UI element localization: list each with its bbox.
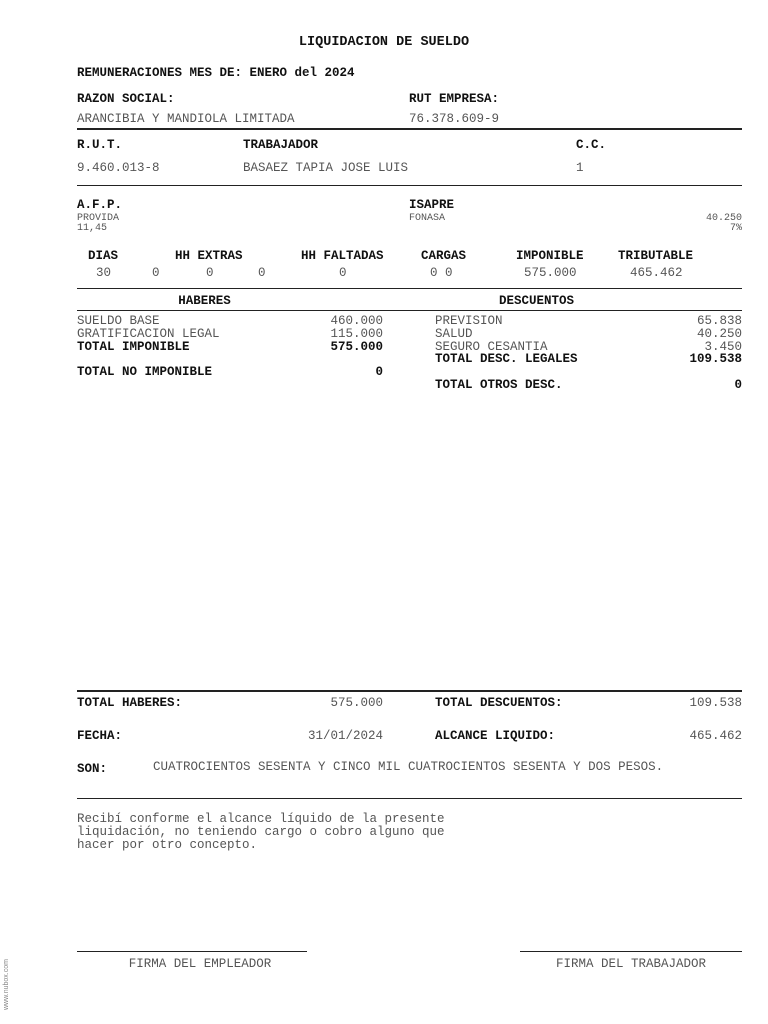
receipt-line: Recibí conforme el alcance líquido de la presente — [77, 812, 445, 826]
descuento-value: 40.250 — [696, 327, 742, 341]
document-title: LIQUIDACION DE SUELDO — [298, 35, 470, 50]
haber-label: GRATIFICACION LEGAL — [77, 327, 220, 341]
haber-label: SUELDO BASE — [77, 314, 160, 328]
total-desc-legales-label: TOTAL DESC. LEGALES — [435, 352, 578, 366]
counter-value: 0 — [206, 266, 214, 280]
counter-value: 0 — [152, 266, 160, 280]
razon-social-label: RAZON SOCIAL: — [77, 92, 175, 106]
cc-label: C.C. — [576, 138, 607, 152]
cargas-label: CARGAS — [421, 249, 467, 263]
cc-value: 1 — [576, 161, 584, 175]
imponible-value: 575.000 — [524, 266, 577, 280]
fecha-value: 31/01/2024 — [307, 729, 383, 743]
employer-signature-label: FIRMA DEL EMPLEADOR — [128, 957, 272, 971]
total-haberes-value: 575.000 — [330, 696, 383, 710]
descuento-label: PREVISION — [435, 314, 503, 328]
descuentos-header: DESCUENTOS — [498, 294, 574, 308]
haber-value: 460.000 — [330, 314, 383, 328]
trabajador-label: TRABAJADOR — [243, 138, 319, 152]
afp-label: A.F.P. — [77, 198, 123, 212]
descuento-value: 3.450 — [704, 340, 742, 354]
rut-value: 9.460.013-8 — [77, 161, 160, 175]
total-haberes-label: TOTAL HABERES: — [77, 696, 183, 710]
trabajador-value: BASAEZ TAPIA JOSE LUIS — [243, 161, 409, 175]
divider — [77, 798, 742, 799]
divider — [77, 128, 742, 130]
dias-value: 30 — [96, 266, 112, 280]
worker-signature-line — [520, 951, 742, 952]
afp-name: PROVIDA — [77, 213, 120, 224]
son-value: CUATROCIENTOS SESENTA Y CINCO MIL CUATROCIENTOS SESENTA Y DOS PESOS. — [153, 760, 664, 774]
descuento-label: SEGURO CESANTIA — [435, 340, 548, 354]
imponible-label: IMPONIBLE — [516, 249, 584, 263]
alcance-liquido-value: 465.462 — [689, 729, 742, 743]
cargas-value: 0 0 — [430, 266, 453, 280]
tributable-value: 465.462 — [630, 266, 683, 280]
tributable-label: TRIBUTABLE — [618, 249, 694, 263]
total-otros-desc-value: 0 — [734, 378, 742, 392]
rut-empresa-label: RUT EMPRESA: — [409, 92, 500, 106]
watermark: www.nubox.com — [3, 959, 10, 1010]
counter-value: 0 — [258, 266, 266, 280]
total-descuentos-label: TOTAL DESCUENTOS: — [435, 696, 563, 710]
hh-faltadas-label: HH FALTADAS — [301, 249, 384, 263]
divider — [77, 288, 742, 289]
hh-extras-label: HH EXTRAS — [175, 249, 243, 263]
isapre-rate: 7% — [729, 223, 742, 234]
alcance-liquido-label: ALCANCE LIQUIDO: — [435, 729, 556, 743]
divider — [77, 185, 742, 186]
total-otros-desc-label: TOTAL OTROS DESC. — [435, 378, 563, 392]
total-no-imponible-value: 0 — [375, 365, 383, 379]
hh-faltadas-value: 0 — [339, 266, 347, 280]
divider — [77, 690, 742, 692]
total-descuentos-value: 109.538 — [689, 696, 742, 710]
razon-social-value: ARANCIBIA Y MANDIOLA LIMITADA — [77, 112, 295, 126]
son-label: SON: — [77, 762, 108, 776]
isapre-name: FONASA — [409, 213, 446, 224]
isapre-amount: 40.250 — [705, 213, 742, 224]
period-label: REMUNERACIONES MES DE: ENERO del 2024 — [77, 66, 355, 80]
total-imponible-label: TOTAL IMPONIBLE — [77, 340, 190, 354]
receipt-line: liquidación, no teniendo cargo o cobro alguno que — [77, 825, 445, 839]
afp-rate: 11,45 — [77, 223, 108, 234]
total-no-imponible-label: TOTAL NO IMPONIBLE — [77, 365, 213, 379]
dias-label: DIAS — [88, 249, 119, 263]
worker-signature-label: FIRMA DEL TRABAJADOR — [555, 957, 707, 971]
haberes-header: HABERES — [178, 294, 231, 308]
haber-value: 115.000 — [330, 327, 383, 341]
descuento-value: 65.838 — [696, 314, 742, 328]
isapre-label: ISAPRE — [409, 198, 455, 212]
divider — [77, 310, 742, 311]
descuento-label: SALUD — [435, 327, 473, 341]
fecha-label: FECHA: — [77, 729, 123, 743]
rut-empresa-value: 76.378.609-9 — [409, 112, 500, 126]
employer-signature-line — [77, 951, 307, 952]
total-imponible-value: 575.000 — [330, 340, 383, 354]
receipt-line: hacer por otro concepto. — [77, 838, 258, 852]
total-desc-legales-value: 109.538 — [689, 352, 742, 366]
rut-label: R.U.T. — [77, 138, 123, 152]
